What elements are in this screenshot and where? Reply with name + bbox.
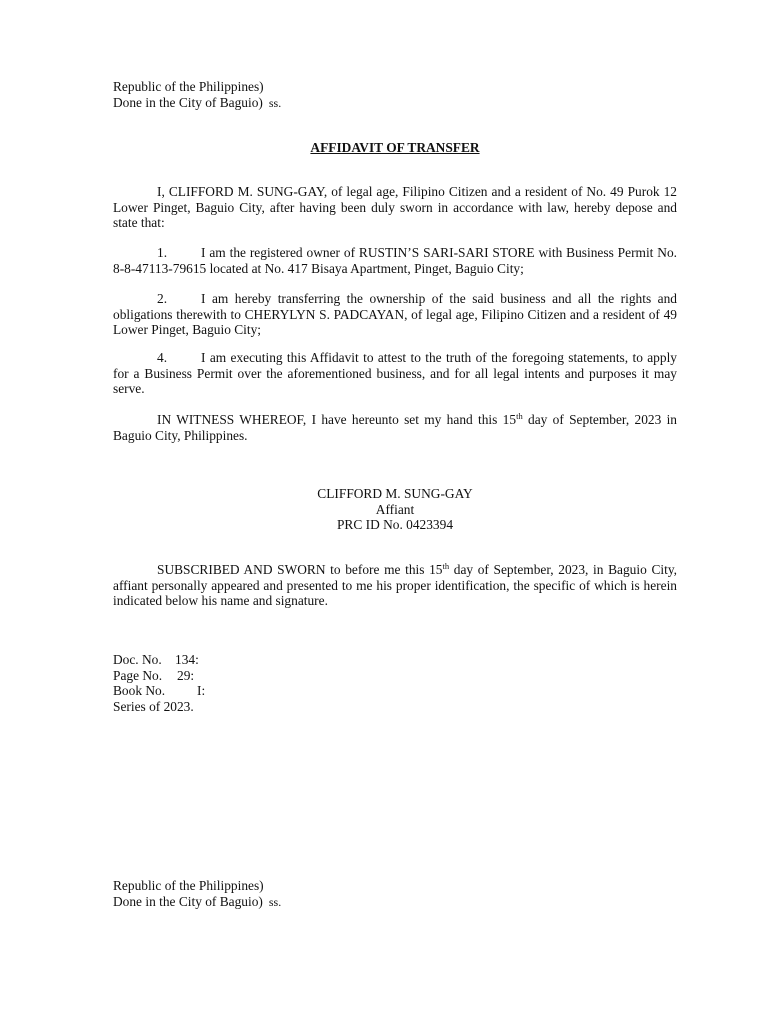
- item-text: I am the registered owner of RUSTIN’S SARI-SARI STORE with Business Permit No. 8-8-47113-79615 located at No. 417 Bisaya Apartment, Pinget, Baguio City;: [113, 245, 677, 276]
- affiant-name: CLIFFORD M. SUNG-GAY: [317, 486, 473, 501]
- book-number-line: [113, 683, 677, 699]
- jurat-text-end: day of September, 2023, in Baguio City, affiant personally appeared and presented to me his proper identification, the specific of which is herein indicated below his name and signature.: [113, 562, 677, 608]
- witness-paragraph: [113, 412, 677, 443]
- doc-number-line: [113, 652, 677, 668]
- footer-ss: ss.: [268, 894, 282, 909]
- page-number-line: [113, 668, 677, 684]
- witness-ordinal: th: [516, 411, 523, 421]
- document-title: AFFIDAVIT OF TRANSFER: [310, 140, 480, 155]
- book-number-label: Book No.: [113, 683, 166, 698]
- venue-ss: ss.: [268, 95, 282, 110]
- venue-city-text: Done in the City of Baguio): [113, 94, 263, 110]
- witness-text-end: day of September, 2023 in Baguio City, Philippines.: [113, 412, 677, 443]
- footer-line-country: Republic of the Philippines): [113, 878, 264, 893]
- notarial-register: [113, 652, 677, 714]
- venue-line-country: Republic of the Philippines): [113, 79, 264, 94]
- item-number: 4.: [157, 350, 168, 365]
- statement-item: [113, 291, 677, 338]
- jurat-paragraph: [113, 562, 677, 609]
- venue-footer: [113, 878, 677, 910]
- series-line: Series of 2023.: [113, 698, 194, 714]
- footer-city-text: Done in the City of Baguio): [113, 893, 263, 909]
- item-number: 1.: [157, 245, 168, 260]
- intro-paragraph: I, CLIFFORD M. SUNG-GAY, of legal age, Filipino Citizen and a resident of No. 49 Purok 12 Lower Pinget, Baguio City, after having been duly sworn in accordance with law, hereby depose and state that:: [113, 184, 677, 230]
- signature-block: [113, 486, 677, 533]
- item-text: I am executing this Affidavit to attest to the truth of the foregoing statements, to apply for a Business Permit over the aforementioned business, and for all legal intents and purposes it may serve.: [113, 350, 677, 396]
- venue-line-city: [113, 95, 677, 112]
- item-text: I am hereby transferring the ownership of the said business and all the rights and obligations therewith to CHERYLYN S. PADCAYAN, of legal age, Filipino Citizen and a resident of 49 Lower Pinget, Baguio City;: [113, 291, 677, 337]
- page-number-label: Page No.: [113, 667, 163, 683]
- affiant-id: PRC ID No. 0423394: [336, 517, 454, 532]
- page-number-value: 29:: [177, 667, 195, 683]
- doc-number-label: Doc. No.: [113, 652, 162, 667]
- footer-line-city: [113, 894, 677, 911]
- statement-item: [113, 350, 677, 397]
- book-number-value: I:: [197, 683, 206, 698]
- item-number: 2.: [157, 291, 168, 306]
- witness-text-start: IN WITNESS WHEREOF, I have hereunto set my hand this 15: [157, 412, 517, 427]
- statement-item: [113, 245, 677, 276]
- venue-header: [113, 79, 677, 111]
- doc-number-value: 134:: [175, 652, 199, 667]
- jurat-text-start: SUBSCRIBED AND SWORN to before me this 15: [157, 562, 443, 577]
- affiant-role: Affiant: [375, 501, 415, 517]
- jurat-ordinal: th: [442, 561, 450, 571]
